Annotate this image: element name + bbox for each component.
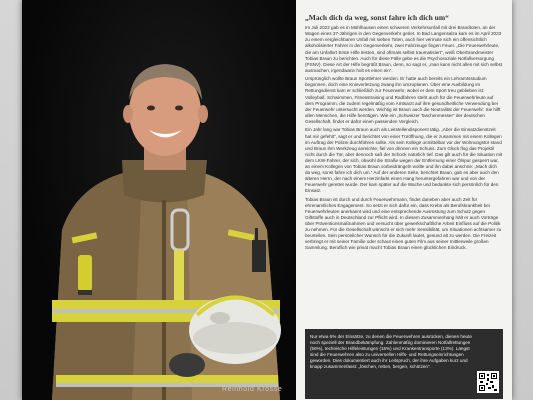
article-paragraph-1: Im Juli 2022 gab es in Mühlhausen einen schweren Verkehrsunfall mit drei Brandtoten, an der Wagen eines 37-Jährigen in den Gegenverkehr geriet. In Bad Langensalza kam es im April 2023 zu einem vergleichbaren Unfall mit sieben Toten, auch hier vermute sich ein offensichtlich alkoholisierter Fahrer in den Gegenverkehr, zwei Fahrzeuge fingen Feuer. „Die Feuerwehrleute, die am Unfallort Erste Hilfe leisten, sind oftmals selbst traumatisiert“, weiß Oberbrandmeister Tobias Braun zu berichten. Auch für diese Fälle gebe es die Psychosoziale Notfallversorgung (PSNV). Diese Art der Hilfe begrüßt Braun, denn, so sagt er, „man kann nicht alles mit sich selbst ausmachen, irgendwann holt es einen ein“. — [305, 25, 503, 73]
firefighter-illustration — [22, 0, 296, 400]
article-paragraph-4: Tobias Braun ist durch und durch Feuerwehrmann, findet daneben aber auch Zeit für ehrenamtliches Engagement. So setzt er sich dafür ein, dass Krebs als Berufskrankheit bei Feuerwehrleuten anerkannt wird und eine entsprechende Ausrüstung zum Schutz gegen Giftstoffe auch in Deutschland zur Pflicht wird. In diesem Zusammenhang hält er auch Vorträge über Präventionsmaßnahmen und versucht über gewerkschaftliche Arbeit Einfluss auf die Politik zu nehmen. Für die Gesellschaft wünscht er sich mehr Sensibilität, um Situationen achtsamer zu beurteilen. Sein persönlicher Wunsch für die Zukunft lautet, gesund alt zu werden. Die Freizeit verbringt er mit seiner Familie oder schaut einen guten Film aus seiner mittlerweile großen Sammlung. Beruflich wie privat macht Tobias Braun einen glücklichen Eindruck. — [305, 196, 502, 251]
article-title: „Mach dich da weg, sonst fahre ich dich um“ — [305, 13, 449, 22]
photo-credit: Reinhold Krosse — [222, 386, 283, 393]
firefighter-portrait-photo — [22, 0, 296, 400]
info-box — [305, 329, 503, 399]
info-box-text: Nur etwa 6% der Einsätze, zu denen die Feuerwehren ausrücken, dienen heute noch speziell der Brandbekämpfung. Zahlenmäßig dominieren Notfallrettungen (56%), technische Hilfeleistungen (15%) und Krankentransporte (13%). Längst sind die Feuerwehren also zu universellen Hilfs- und Rettungseinrichtungen geworden. Dies dokumentiert auch ihr Leitspruch, der ihre Aufgaben kurz und knapp zusammenfasst: „löschen, retten, bergen, schützen“. — [310, 334, 472, 370]
article-paragraph-2: Ursprünglich wollte Braun Sportlehrer werden. Er hatte auch bereits ein Lehramtsstudium begonnen, doch eine Knieverletzung zwang ihn umzuplanen. Über eine Ausbildung im Rettungsdienst kam er schließlich zur Feuerwehr, wobei er dem Sport treu geblieben ist: Volleyball, Schwimmen, Fitnesstraining und Radfahren steht auch für die Feuerwehrleute auf dem Programm, die zudem regelmäßig vom Amtsarzt auf ihre gesundheitliche Verwendung bei der Feuerwehr untersucht werden. Wichtig ist Braun auch die Neutralität der Feuerwehr: Sie hilft allen Menschen, die Hilfe benötigen. Wie ein „Schweizer Taschenmesser“ der deutschen Gesellschaft, findet er dafür einen passenden Vergleich. — [305, 76, 501, 124]
article-body — [296, 0, 512, 251]
article-paragraph-3: Ein Jahr lang war Tobias Braun auch als Leitstellendisponent tätig. „Aber die Einsatzdienstzeit hat mir gefehlt“, sagt er und berichtet von einer Türöffnung, die er zusammen mit einem Kollegen im Auftrag der Polizei durchführen sollte. Als sein Kollege unmittelbar vor der Wohnungstür stand und Braun ihm Werkzeug anreichte, fiel von drinnen ein Schuss. Zum Glück flog das Projektil nicht durch die Tür, aber dennoch saß der Schock natürlich tief. Das gilt auch für die Situation mit dem LKW-Fahrer, der sich, obwohl die Straße wegen der Entfernung einer Ölspur gesperrt war, an einem Kollegen von Tobias Braun vorbeidrängeln wollte und ihn dabei anschrie: „Mach dich da weg, sonst fahre ich dich um.“ Auf der anderen Seite, berichtet Braun, gab es aber auch den älteren Herrn, der nach einem Herzinfarkt einen Hang heruntergefahren war und von der Feuerwehr gerettet wurde. Der kam später auf die Wache und bedankte sich persönlich für den Einsatz. — [305, 127, 503, 194]
article-panel — [296, 0, 512, 400]
qr-code-icon[interactable] — [477, 371, 499, 393]
